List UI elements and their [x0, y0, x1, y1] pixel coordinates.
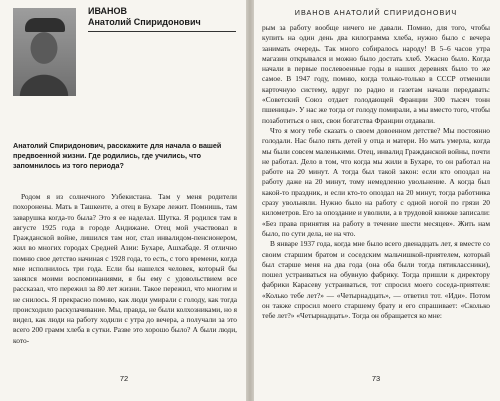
right-page-number: 73: [371, 374, 381, 383]
portrait-cap: [25, 18, 65, 32]
running-header: ИВАНОВ АНАТОЛИЙ СПИРИДОНОВИЧ: [294, 8, 458, 17]
author-divider: [88, 31, 236, 32]
left-body-text: [13, 192, 237, 346]
right-body-text: [262, 23, 490, 322]
right-paragraph: В январе 1937 года, когда мне было всего двенадцать лет, я вместе со своим старшим братом и соседским мальчишкой-приятелем, который был старше меня на два года (она оба были тогда пятиклассники), пошел устраиваться на обувную фабрику. Тогда пришли к директору фабрики Карасеву устраиваться, тот спросил моего соседа-приятеля: «Колько тебе лет?» — «Четырнадцать», — ответил тот. «Иди». Потом он также спросил моего старшему брату и его спрашивает: «Сколько тебе лет?» «Четырнадцать». Тогда он обращается ко мне:: [262, 239, 490, 321]
right-paragraph: Что я могу тебе сказать о своем довоенном детстве? Мы постоянно голодали. Нас было пять детей у отца и матери. Но мать умерла, когда мы были совсем маленькими. Отец, инвалид Гражданской войны, почти не работал. Дело в том, что когда мы жили в Бухаре, то он работал на работе на 20 минут. А тогда был такой закон: если кто опоздал на работу даже на 20 минут, тому немедленно увольнение. А когда был какой-то праздник, и если кто-то опоздал на 20 минут, тогда работника сразу увольняли. Нужно было на работу с одной ногой по грязи 20 километров. Его за опоздание и уволили, а в трудовой книжке записали: «Без права принятия на работу в течение шести месяцев». Жить нам было, по сути дела, не на что.: [262, 125, 490, 238]
left-paragraph: Родом я из солнечного Узбекистана. Там у меня родители похоронены. Мать в Ташкенте, а отец в Бухаре лежит. Помнишь, там заварушка когда-то была? Это я ее наделал. Шутка. Я родился там в августе 1925 года в городе Андижане. Отец мой участвовал в Гражданской войне, лишился там ног, стал инвалидом-пенсионером, жил во многих городах Средней Азии: Бухаре, Ашхабаде. Я отлично помню свое детство начиная с 1928 года, то есть, с того времени, когда мне исполнилось три года. Если бы нашелся человек, который бы занялся моими воспоминаниями, я бы ему с удовольствием все рассказал, что пережил за 80 лет жизни. Такое пережил, что многим и не снилось. Я прекрасно помню, как люди умирали с голоду, как тогда происходило раскулачивание. Мы, правда, не были колхозниками, но я видел, как люди на работу ходили с утра до вечера, а получали за это всего 200 грамм хлеба в сутки. Разве это хорошо было? А были люди, кото-: [13, 192, 237, 345]
author-portrait-photo: [13, 8, 76, 96]
interview-question: Анатолий Спиридонович, расскажите для начала о вашей предвоенной жизни. Где родились, где учились, что запомнилось из того периода?: [13, 141, 222, 171]
author-name: Анатолий Спиридонович: [88, 17, 201, 27]
author-heading: [88, 6, 238, 28]
author-surname: ИВАНОВ: [88, 6, 128, 16]
right-page-content: [252, 0, 500, 401]
left-page-number: 72: [119, 374, 129, 383]
right-paragraph: рым за работу вообще ничего не давали. Помню, для того, чтобы купить на один день два килограмма хлеба, нужно было с вечера занимать очередь. Так много собиралось народу! В 5–6 часов утра магазин открывался и можно было достать хлеб. Ужасно было. Когда начали в первые послевоенные годы в наших деревнях было то же самое. В 1947 году, помню, когда только-только в СССР отменили карточную систему, вдруг по радио и газетам начали передавать: «Советский Союз отдает голодающей Франции 300 тысяч тонн пшеницы». У нас же тогда от голоду помирали, а мы вместо того, чтобы позаботиться о них, свои богатства Франции отдавали.: [262, 23, 490, 125]
